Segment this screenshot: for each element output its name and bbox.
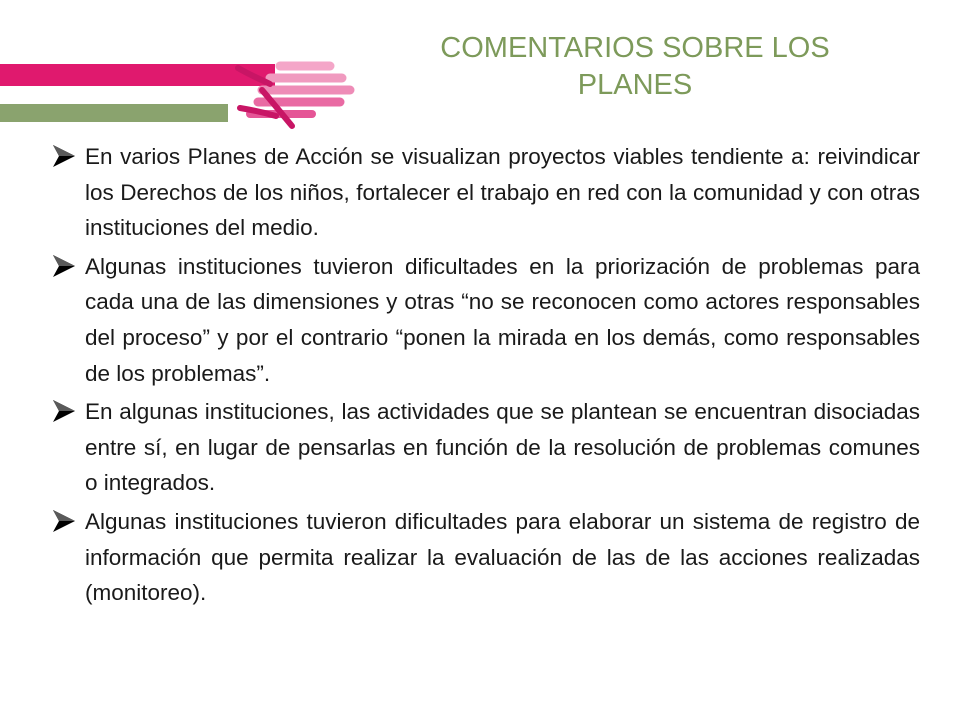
arrow-bullet-icon: [50, 397, 80, 425]
bullet-text: Algunas instituciones tuvieron dificultades en la priorización de problemas para cada una de las dimensiones y otras “no se reconocen como actores responsables del proceso” y por el contrario “ponen la mirada en los demás, como responsables de los problemas”.: [85, 253, 920, 386]
bullet-item: [50, 394, 920, 501]
bullet-text: En varios Planes de Acción se visualizan proyectos viables tendiente a: reivindicar los Derechos de los niños, fortalecer el trabajo en red con la comunidad y con otras instituciones del medio.: [85, 144, 920, 241]
olive-band: [0, 104, 228, 122]
bullet-item: [50, 139, 920, 246]
title-line-2: PLANES: [577, 69, 693, 101]
page-title: [400, 30, 870, 104]
bullet-item: [50, 504, 920, 611]
magenta-band: [0, 64, 275, 86]
title-line-1: COMENTARIOS SOBRE LOS: [440, 32, 830, 64]
hands-logo: [0, 52, 360, 132]
bullet-item: [50, 249, 920, 391]
bullet-list: [50, 139, 920, 614]
arrow-bullet-icon: [50, 142, 80, 170]
arrow-bullet-icon: [50, 507, 80, 535]
arrow-bullet-icon: [50, 252, 80, 280]
bullet-text: Algunas instituciones tuvieron dificultades para elaborar un sistema de registro de información que permita realizar la evaluación de las de las acciones realizadas (monitoreo).: [85, 508, 920, 606]
bullet-text: En algunas instituciones, las actividades que se plantean se encuentran disociadas entre sí, en lugar de pensarlas en función de la resolución de problemas comunes o integrados.: [85, 399, 920, 496]
